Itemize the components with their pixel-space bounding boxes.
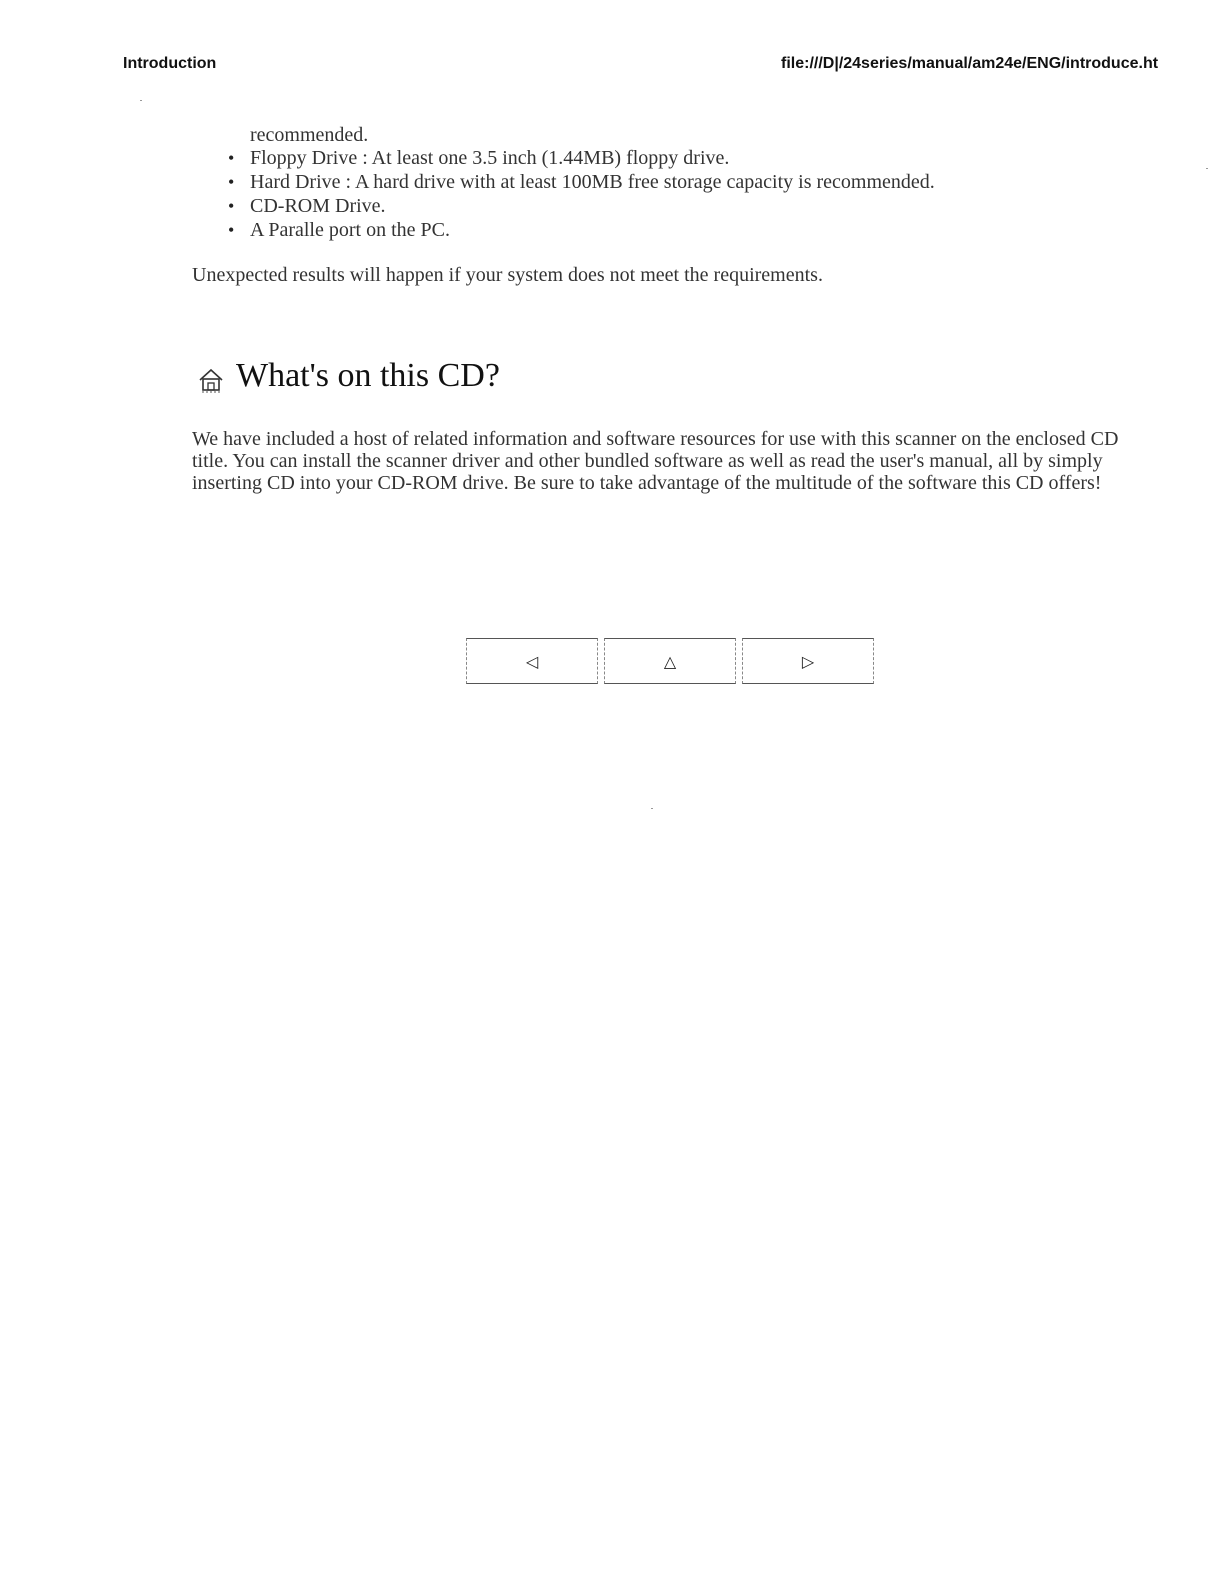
list-item: • A Paralle port on the PC. — [250, 218, 935, 242]
list-item: • Hard Drive : A hard drive with at least 100MB free storage capacity is recommended. — [250, 170, 935, 194]
cd-description: We have included a host of related information and software resources for use with this scanner on the enclosed CD title. You can install the scanner driver and other bundled software as well as read the user's manual, all by simply inserting CD into your CD-ROM drive. Be sure to take advantage of the multitude of the software this CD offers! — [192, 428, 1119, 494]
requirements-warning: Unexpected results will happen if your system does not meet the requirements. — [192, 264, 823, 286]
requirements-list — [250, 146, 935, 242]
home-icon[interactable] — [198, 367, 224, 393]
scan-speck — [140, 100, 142, 101]
up-page-button[interactable] — [604, 638, 736, 684]
previous-page-button[interactable] — [466, 638, 598, 684]
text-fragment: recommended. — [250, 124, 369, 146]
next-page-button[interactable] — [742, 638, 874, 684]
list-item: • Floppy Drive : At least one 3.5 inch (1.44MB) floppy drive. — [250, 146, 935, 170]
section-title: What's on this CD? — [236, 357, 500, 394]
cd-section-heading — [198, 357, 500, 395]
navigation-bar — [466, 638, 874, 684]
arrow-left-icon: ◁ — [525, 651, 539, 671]
page-header-url: file:///D|/24series/manual/am24e/ENG/introduce.ht — [781, 55, 1159, 72]
scan-speck — [1206, 168, 1208, 169]
arrow-right-icon: ▷ — [801, 651, 815, 671]
scan-speck — [651, 808, 653, 809]
arrow-up-icon: △ — [663, 651, 677, 671]
list-item: • CD-ROM Drive. — [250, 194, 935, 218]
page-header-title: Introduction — [123, 55, 217, 72]
